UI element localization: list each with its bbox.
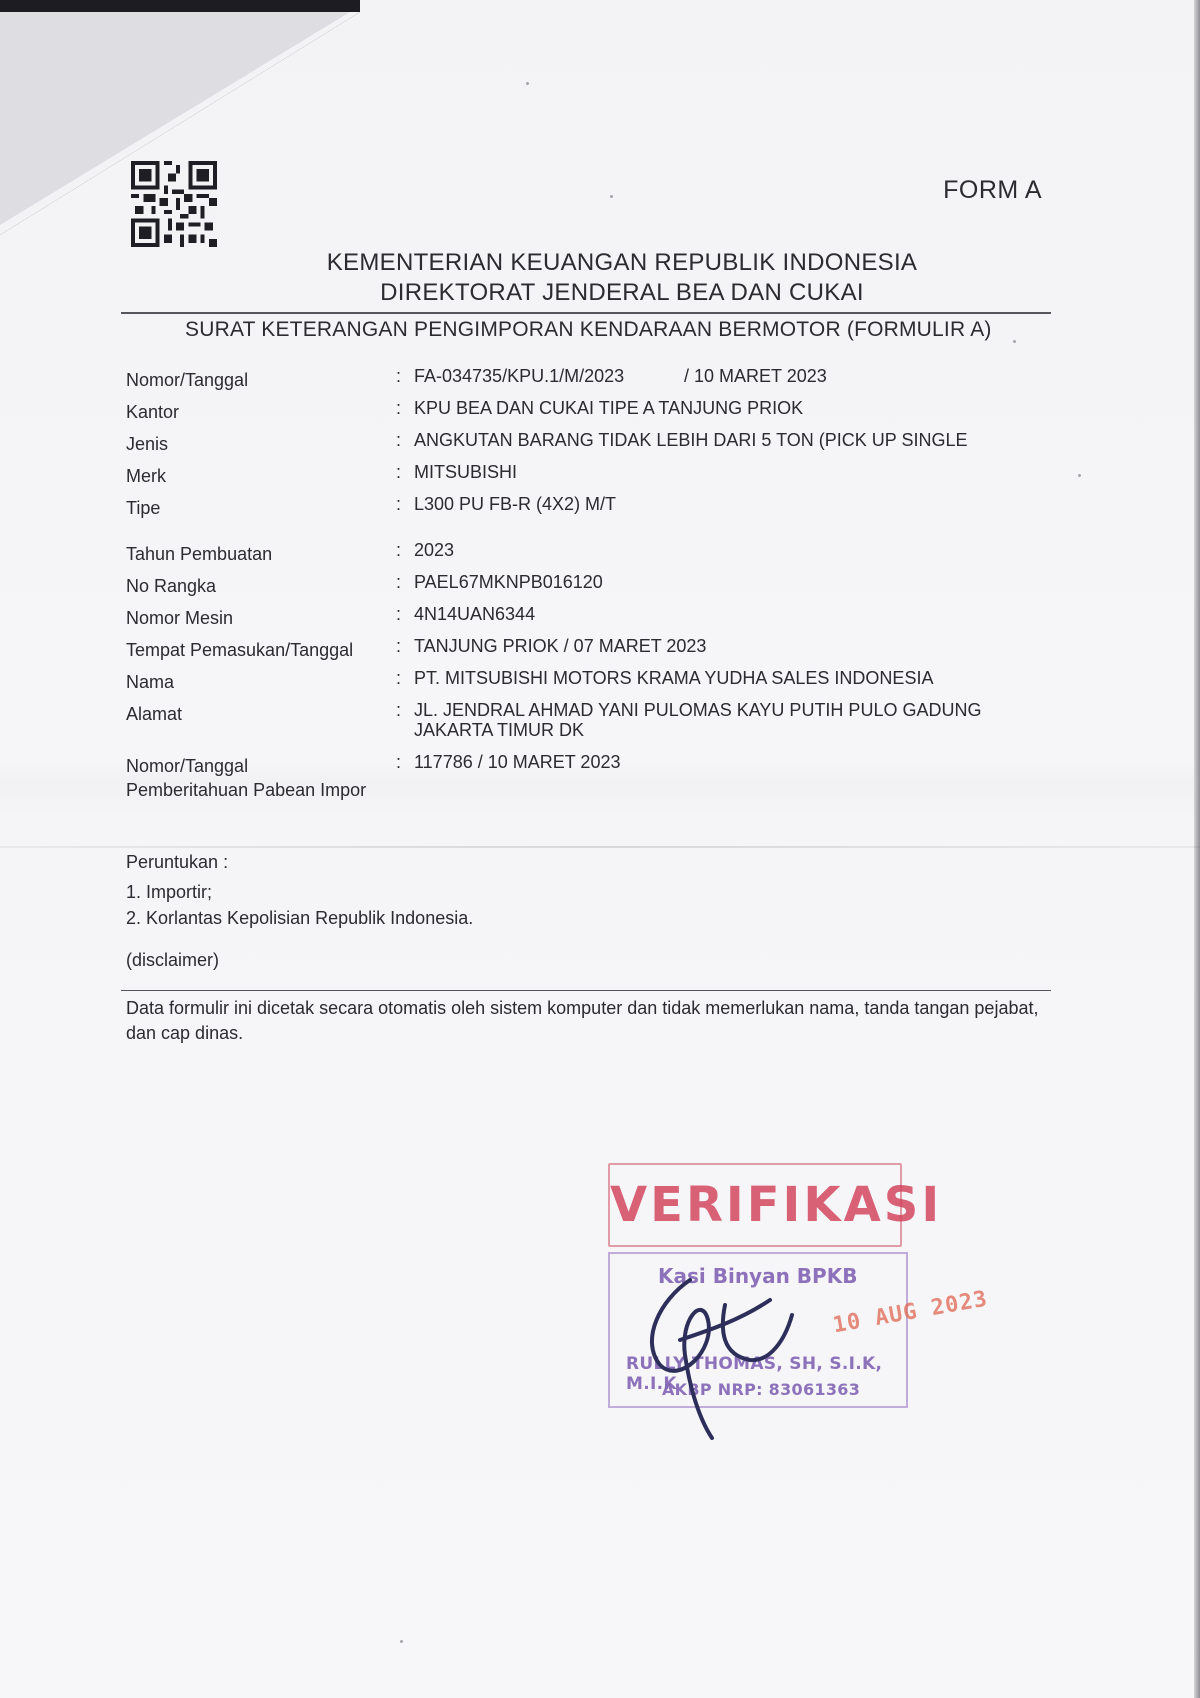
ministry-name: KEMENTERIAN KEUANGAN REPUBLIK INDONESIA <box>326 249 918 276</box>
scan-speck <box>400 1640 403 1643</box>
label-line-2: Pemberitahuan Pabean Impor <box>126 780 367 800</box>
directorate-name: DIREKTORAT JENDERAL BEA DAN CUKAI <box>380 279 864 306</box>
disclaimer-text: Data formulir ini dicetak secara otomatis oleh sistem komputer dan tidak memerlukan nama, tanda tangan pejabat, dan cap dinas. <box>126 998 1039 1043</box>
officer-nrp: AKBP NRP: 83061363 <box>662 1380 861 1399</box>
field-colon: : <box>396 752 402 772</box>
field-label: Merk <box>126 466 166 486</box>
scan-speck <box>1078 474 1081 477</box>
field-value: TANJUNG PRIOK / 07 MARET 2023 <box>414 636 707 656</box>
field-label: Tempat Pemasukan/Tanggal <box>126 640 354 660</box>
officer-name: RULLY THOMAS, SH, S.I.K, M.I.K <box>626 1354 883 1394</box>
header-rule <box>121 312 1051 314</box>
address-line-1: JL. JENDRAL AHMAD YANI PULOMAS KAYU PUTIH PULO GADUNG <box>414 700 982 720</box>
field-colon: : <box>396 430 402 450</box>
peruntukan-item: 1. Importir; <box>126 882 213 902</box>
field-colon: : <box>396 494 402 514</box>
field-label: Nomor/Tanggal <box>126 370 249 390</box>
field-label: Tipe <box>126 498 161 518</box>
field-colon: : <box>396 572 402 592</box>
stamp-title: Kasi Binyan BPKB <box>658 1264 858 1288</box>
scan-speck <box>610 195 613 198</box>
date-stamp: 10 AUG 2023 <box>831 1286 990 1339</box>
field-label <box>126 754 396 802</box>
field-value: MITSUBISHI <box>414 462 518 482</box>
disclaimer-heading: (disclaimer) <box>126 950 220 970</box>
field-value: 117786 / 10 MARET 2023 <box>414 752 621 772</box>
verification-stamp: VERIFIKASI <box>608 1163 902 1247</box>
qr-code-icon <box>131 161 217 247</box>
field-colon: : <box>396 604 402 624</box>
field-label: Nomor Mesin <box>126 608 234 628</box>
field-colon: : <box>396 540 402 560</box>
field-colon: : <box>396 366 402 386</box>
field-label: Alamat <box>126 704 183 724</box>
field-label: Tahun Pembuatan <box>126 544 273 564</box>
scan-speck <box>526 82 529 85</box>
handwritten-signature <box>620 1260 820 1440</box>
peruntukan-item: 2. Korlantas Kepolisian Republik Indonesia. <box>126 908 474 928</box>
document-title: SURAT KETERANGAN PENGIMPORAN KENDARAAN BERMOTOR (FORMULIR A) <box>185 318 992 341</box>
scan-speck <box>1013 340 1016 343</box>
field-colon: : <box>396 636 402 656</box>
field-label: Nama <box>126 672 175 692</box>
field-colon: : <box>396 668 402 688</box>
field-value: PAEL67MKNPB016120 <box>414 572 603 592</box>
ministry-header <box>0 248 1200 308</box>
field-value: PT. MITSUBISHI MOTORS KRAMA YUDHA SALES INDONESIA <box>414 668 934 688</box>
field-value: KPU BEA DAN CUKAI TIPE A TANJUNG PRIOK <box>414 398 804 418</box>
field-value <box>414 700 1054 740</box>
label-line-1: Nomor/Tanggal <box>126 756 249 776</box>
disclaimer-rule <box>121 990 1051 991</box>
field-colon: : <box>396 700 402 720</box>
field-label: Kantor <box>126 402 180 422</box>
field-value: 4N14UAN6344 <box>414 604 536 624</box>
field-label: Jenis <box>126 434 169 454</box>
field-label: No Rangka <box>126 576 217 596</box>
field-value: ANGKUTAN BARANG TIDAK LEBIH DARI 5 TON (PICK UP SINGLE <box>414 430 968 450</box>
field-colon: : <box>396 462 402 482</box>
field-value-date: / 10 MARET 2023 <box>684 366 827 386</box>
field-colon: : <box>396 398 402 418</box>
field-value: L300 PU FB-R (4X2) M/T <box>414 494 617 514</box>
address-line-2: JAKARTA TIMUR DK <box>414 720 585 740</box>
field-value: 2023 <box>414 540 455 560</box>
peruntukan-heading: Peruntukan : <box>126 852 229 872</box>
form-label: FORM A <box>943 176 1042 204</box>
paper-fold <box>0 846 1200 848</box>
field-value: FA-034735/KPU.1/M/2023 <box>414 366 625 386</box>
